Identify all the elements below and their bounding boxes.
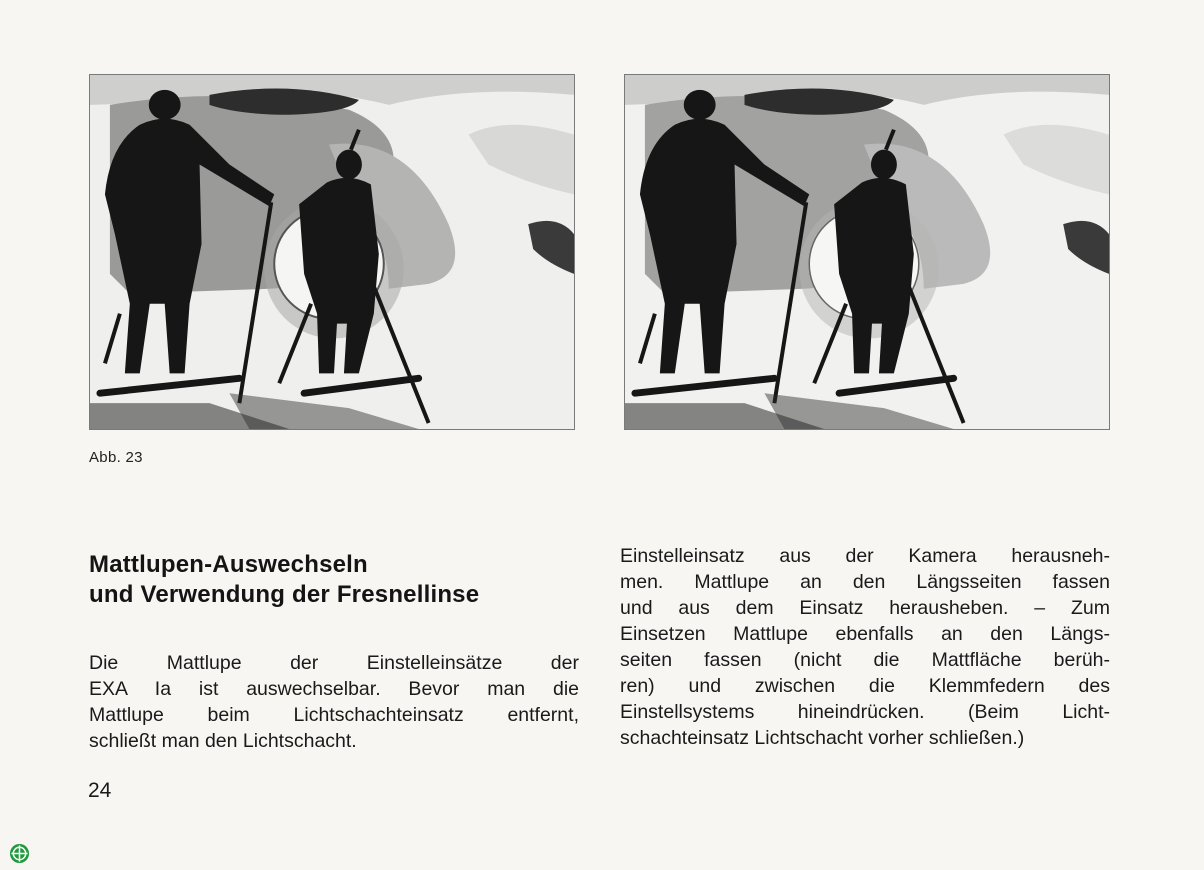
photo-fresnel-right (624, 74, 1110, 430)
figure-caption: Abb. 23 (89, 449, 143, 466)
text-line: und aus dem Einsatz herausheben. – Zum (620, 597, 1110, 619)
ski-scene-illustration (90, 75, 574, 429)
text-line: Mattlupe beim Lichtschachteinsatz entfernt, (89, 704, 579, 726)
text-line: Die Mattlupe der Einstelleinsätze der (89, 652, 579, 674)
scan-marker-icon (9, 843, 30, 864)
text-line: EXA Ia ist auswechselbar. Bevor man die (89, 678, 579, 700)
page-number: 24 (88, 779, 112, 802)
text-line: Einsetzen Mattlupe ebenfalls an den Längs- (620, 623, 1110, 645)
right-column-text (620, 543, 1110, 751)
section-heading (89, 550, 479, 610)
heading-line-2: und Verwendung der Fresnellinse (89, 581, 480, 608)
text-line: seiten fassen (nicht die Mattfläche berüh- (620, 649, 1110, 671)
text-line: schachteinsatz Lichtschacht vorher schließen.) (620, 727, 1025, 749)
ski-scene-illustration-fresnel (625, 75, 1109, 429)
photo-ground-glass-left (89, 74, 575, 430)
text-line: men. Mattlupe an den Längsseiten fassen (620, 571, 1110, 593)
text-line: Einstelleinsatz aus der Kamera herausneh- (620, 545, 1110, 567)
text-line: Einstellsystems hineindrücken. (Beim Licht- (620, 701, 1110, 723)
text-line: schließt man den Lichtschacht. (89, 730, 357, 752)
left-column-text (89, 650, 579, 754)
heading-line-1: Mattlupen-Auswechseln (89, 551, 368, 578)
text-line: ren) und zwischen die Klemmfedern des (620, 675, 1110, 697)
